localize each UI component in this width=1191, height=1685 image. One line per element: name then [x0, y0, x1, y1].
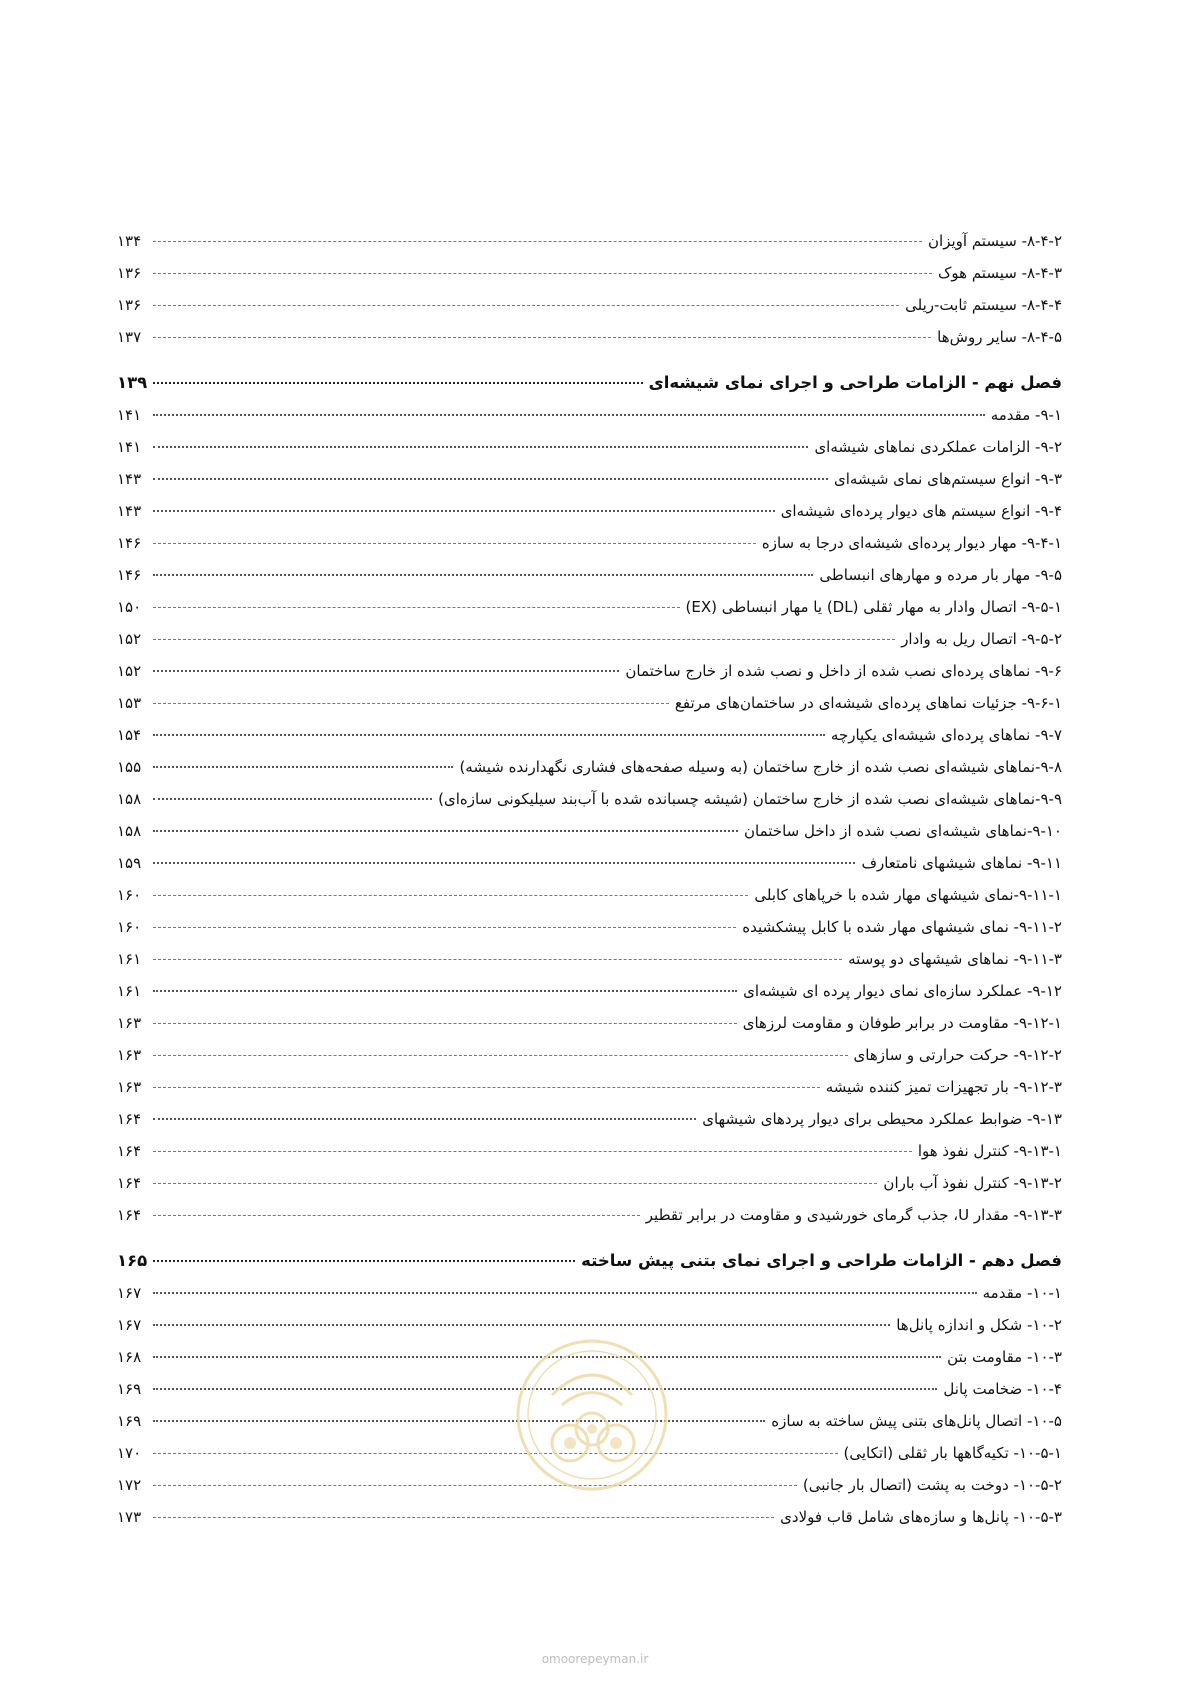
toc-title: ۱۰-۵-۲- دوخت به پشت (اتصال بار جانبی)	[802, 1476, 1062, 1494]
toc-leader	[153, 669, 619, 672]
toc-leader	[153, 304, 899, 306]
toc-page: ۱۶۴	[117, 1206, 142, 1224]
toc-page: ۱۷۰	[117, 1444, 142, 1462]
toc-row	[117, 1096, 1062, 1128]
toc-row	[117, 584, 1062, 616]
toc-leader	[153, 573, 813, 576]
toc-page: ۱۵۸	[117, 822, 142, 840]
toc-page: ۱۶۸	[117, 1348, 142, 1366]
toc-leader	[153, 733, 825, 736]
toc-page: ۱۶۳	[117, 1078, 142, 1096]
toc-leader	[153, 336, 931, 338]
toc-title: ۱۰-۴- ضخامت پانل	[943, 1380, 1062, 1398]
toc-row	[117, 456, 1062, 488]
toc-row	[117, 218, 1062, 250]
toc-title: ۹-۱۲- عملکرد سازه‌ای نمای دیوار پرده ای شیشه‌ای	[743, 982, 1062, 1000]
toc-leader	[153, 240, 922, 242]
toc-row	[117, 314, 1062, 346]
toc-row	[117, 1128, 1062, 1160]
toc-leader	[153, 509, 775, 512]
toc-row	[117, 520, 1062, 552]
toc-row	[117, 488, 1062, 520]
toc-leader	[153, 797, 432, 800]
toc-leader	[153, 542, 756, 544]
toc-title: ۱۰-۲- شکل و اندازه پانل‌ها	[896, 1316, 1062, 1334]
toc-title: ۹-۲- الزامات عملکردی نماهای شیشه‌ای	[814, 438, 1062, 456]
toc-page: ۱۴۱	[117, 406, 142, 424]
watermark-seal-icon	[512, 1335, 672, 1495]
toc-row	[117, 776, 1062, 808]
toc-title: ۹-۱۲-۲- حرکت حرارتی و سازهای	[853, 1046, 1062, 1064]
toc-page: ۱۷۲	[117, 1476, 142, 1494]
toc-row	[117, 744, 1062, 776]
toc-page: ۱۷۳	[117, 1508, 142, 1526]
toc-title: ۱۰-۵-۳- پانل‌ها و سازه‌های شامل قاب فولادی	[780, 1508, 1062, 1526]
toc-title: ۹-۴-۱- مهار دیوار پرده‌ای شیشه‌ای درجا به سازه	[761, 534, 1062, 552]
toc-row	[117, 1270, 1062, 1302]
toc-row	[117, 840, 1062, 872]
toc-page: ۱۳۶	[117, 296, 142, 314]
toc-page: ۱۶۴	[117, 1110, 142, 1128]
table-of-contents	[117, 218, 1062, 1526]
toc-row	[117, 1494, 1062, 1526]
toc-title: ۱۰-۵- اتصال پانل‌های بتنی پیش ساخته به سازه	[771, 1412, 1062, 1430]
toc-leader	[153, 1086, 820, 1088]
toc-page: ۱۶۳	[117, 1014, 142, 1032]
toc-leader	[153, 445, 808, 448]
toc-row	[117, 968, 1062, 1000]
toc-title: ۹-۱۳-۲- کنترل نفوذ آب باران	[883, 1174, 1062, 1192]
chapter-title: فصل دهم - الزامات طراحی و اجرای نمای بتنی پیش ساخته	[581, 1251, 1062, 1270]
toc-leader	[153, 861, 855, 864]
toc-leader	[153, 1452, 838, 1454]
toc-page: ۱۴۳	[117, 502, 142, 520]
toc-row	[117, 1064, 1062, 1096]
toc-title: ۹-۶-۱- جزئیات نماهای پرده‌ای شیشه‌ای در ساختمان‌های مرتفع	[674, 694, 1062, 712]
toc-page: ۱۳۹	[117, 373, 148, 392]
toc-row	[117, 712, 1062, 744]
toc-page: ۱۵۲	[117, 630, 142, 648]
toc-leader	[153, 477, 828, 480]
toc-page: ۱۶۰	[117, 918, 142, 936]
watermark-site: omoorepeyman.ir	[541, 1652, 649, 1666]
toc-page: ۱۵۹	[117, 854, 142, 872]
toc-title: ۹-۱۱-۳- نماهای شیشهای دو پوسته	[848, 950, 1062, 968]
toc-leader	[153, 638, 895, 640]
toc-page: ۱۴۶	[117, 566, 142, 584]
toc-leader	[153, 1022, 737, 1024]
toc-page: ۱۶۹	[117, 1380, 142, 1398]
toc-page: ۱۴۱	[117, 438, 142, 456]
toc-leader	[153, 413, 985, 416]
toc-title: ۹-۸-نماهای شیشه‌ای نصب شده از خارج ساختمان (به وسیله صفحه‌های فشاری نگهدارنده شیشه)	[459, 758, 1062, 776]
toc-title: ۹-۵- مهار بار مرده و مهارهای انبساطی	[819, 566, 1062, 584]
toc-row	[117, 648, 1062, 680]
toc-title: ۸-۴-۳- سیستم هوک	[937, 264, 1062, 282]
toc-page: ۱۶۷	[117, 1316, 142, 1334]
toc-leader	[153, 1484, 797, 1486]
toc-page: ۱۶۷	[117, 1284, 142, 1302]
toc-title: ۱۰-۳- مقاومت بتن	[947, 1348, 1062, 1366]
toc-title: ۹-۱۲-۱- مقاومت در برابر طوفان و مقاومت لرزهای	[742, 1014, 1062, 1032]
toc-chapter-row	[117, 1232, 1062, 1270]
toc-page: ۱۶۱	[117, 950, 142, 968]
toc-leader	[153, 1117, 696, 1120]
toc-title: ۹-۹-نماهای شیشه‌ای نصب شده از خارج ساختمان (شیشه چسبانده شده با آب‌بند سیلیکونی سازه‌ای)	[438, 790, 1062, 808]
toc-chapter-row	[117, 354, 1062, 392]
toc-row	[117, 1192, 1062, 1224]
chapter-title: فصل نهم - الزامات طراحی و اجرای نمای شیشه‌ای	[648, 373, 1062, 392]
toc-leader	[153, 1323, 890, 1326]
toc-leader	[153, 894, 748, 896]
toc-title: ۹-۵-۲- اتصال ریل به وادار	[901, 630, 1062, 648]
toc-page: ۱۳۶	[117, 264, 142, 282]
toc-title: ۹-۱۲-۳- بار تجهیزات تمیز کننده شیشه	[825, 1078, 1062, 1096]
toc-page: ۱۳۷	[117, 328, 142, 346]
toc-leader	[153, 702, 669, 704]
toc-title: ۹-۱۳-۱- کنترل نفوذ هوا	[917, 1142, 1062, 1160]
toc-row	[117, 1160, 1062, 1192]
toc-leader	[153, 1259, 575, 1262]
toc-title: ۱۰-۱- مقدمه	[982, 1284, 1062, 1302]
toc-title: ۹-۱۳- ضوابط عملکرد محیطی برای دیوار پردهای شیشهای	[702, 1110, 1062, 1128]
toc-page: ۱۶۵	[117, 1251, 148, 1270]
toc-page: ۱۵۳	[117, 694, 142, 712]
toc-page: ۱۶۴	[117, 1174, 142, 1192]
toc-page: ۱۵۲	[117, 662, 142, 680]
toc-row	[117, 1032, 1062, 1064]
toc-row	[117, 392, 1062, 424]
toc-leader	[153, 829, 738, 832]
toc-row	[117, 680, 1062, 712]
toc-title: ۹-۱۱-۱-نمای شیشهای مهار شده با خرپاهای کابلی	[754, 886, 1062, 904]
toc-title: ۸-۴-۴- سیستم ثابت-ریلی	[905, 296, 1062, 314]
toc-page: ۱۵۰	[117, 598, 142, 616]
toc-title: ۹-۱- مقدمه	[990, 406, 1062, 424]
toc-title: ۹-۷- نماهای پرده‌ای شیشه‌ای یکپارچه	[830, 726, 1062, 744]
toc-row	[117, 552, 1062, 584]
toc-leader	[153, 381, 643, 384]
toc-row	[117, 250, 1062, 282]
toc-title: ۹-۵-۱- اتصال وادار به مهار ثقلی (DL) یا مهار انبساطی (EX)	[685, 598, 1062, 616]
toc-leader	[153, 958, 842, 960]
toc-page: ۱۴۶	[117, 534, 142, 552]
toc-leader	[153, 1150, 912, 1152]
toc-row	[117, 616, 1062, 648]
toc-leader	[153, 606, 680, 608]
toc-row	[117, 872, 1062, 904]
toc-leader	[153, 1054, 848, 1056]
toc-title: ۸-۴-۵- سایر روش‌ها	[937, 328, 1062, 346]
toc-page: ۱۶۳	[117, 1046, 142, 1064]
toc-row	[117, 1302, 1062, 1334]
toc-row	[117, 936, 1062, 968]
toc-page: ۱۶۴	[117, 1142, 142, 1160]
toc-leader	[153, 272, 932, 274]
toc-page: ۱۴۳	[117, 470, 142, 488]
toc-title: ۹-۱۰-نماهای شیشه‌ای نصب شده از داخل ساختمان	[744, 822, 1062, 840]
toc-row	[117, 808, 1062, 840]
toc-title: ۹-۱۱-۲- نمای شیشهای مهار شده با کابل پیشکشیده	[742, 918, 1062, 936]
toc-row	[117, 904, 1062, 936]
toc-leader	[153, 1516, 774, 1518]
toc-page: ۱۶۰	[117, 886, 142, 904]
toc-leader	[153, 1182, 877, 1184]
toc-leader	[153, 1419, 765, 1422]
toc-leader	[153, 1291, 977, 1294]
toc-row	[117, 282, 1062, 314]
toc-title: ۹-۱۱- نماهای شیشهای نامتعارف	[861, 854, 1062, 872]
toc-page: ۱۶۱	[117, 982, 142, 1000]
toc-leader	[153, 765, 453, 768]
toc-page: ۱۵۴	[117, 726, 142, 744]
toc-page: ۱۵۸	[117, 790, 142, 808]
toc-page: ۱۵۵	[117, 758, 142, 776]
toc-title: ۱۰-۵-۱- تکیه‌گاهها بار ثقلی (اتکایی)	[843, 1444, 1062, 1462]
toc-leader	[153, 1214, 640, 1216]
toc-title: ۹-۶- نماهای پرده‌ای نصب شده از داخل و نصب شده از خارج ساختمان	[625, 662, 1062, 680]
toc-row	[117, 1000, 1062, 1032]
toc-leader	[153, 926, 736, 928]
toc-row	[117, 424, 1062, 456]
toc-page: ۱۶۹	[117, 1412, 142, 1430]
toc-title: ۹-۴- انواع سیستم های دیوار پرده‌ای شیشه‌ای	[780, 502, 1062, 520]
toc-title: ۹-۱۳-۳- مقدار U، جذب گرمای خورشیدی و مقاومت در برابر تقطیر	[645, 1206, 1062, 1224]
toc-page: ۱۳۴	[117, 232, 142, 250]
toc-title: ۹-۳- انواع سیستم‌های نمای شیشه‌ای	[833, 470, 1062, 488]
toc-leader	[153, 989, 737, 992]
toc-title: ۸-۴-۲- سیستم آویزان	[928, 232, 1062, 250]
